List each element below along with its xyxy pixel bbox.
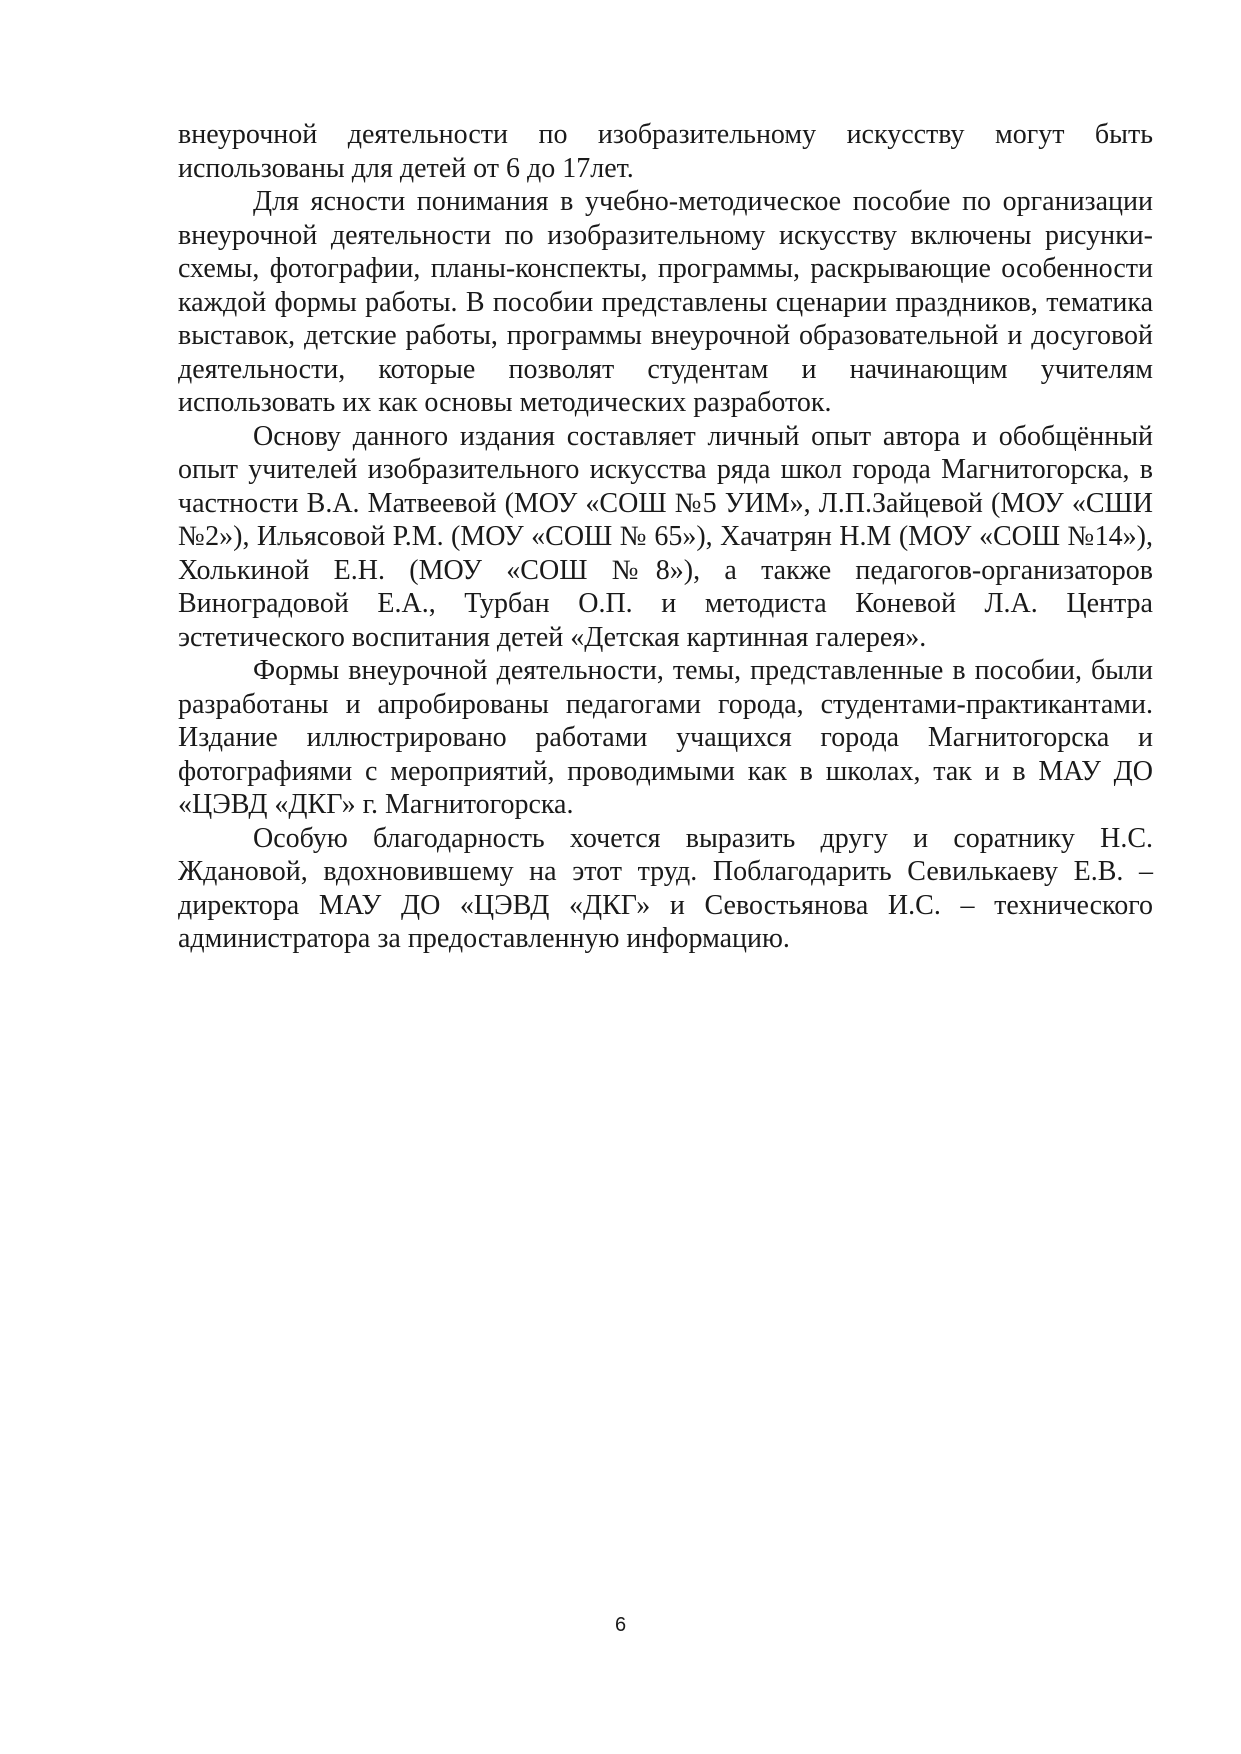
paragraph-clarity: Для ясности понимания в учебно-методическое пособие по организации внеурочной деятельности по изобразительному искусству включены рисунки-схемы, фотографии, планы-конспекты, программы, раскрывающие особенности каждой формы работы. В пособии представлены сценарии праздников, тематика выставок, детские работы, программы внеурочной образовательной и досуговой деятельности, которые позволят студентам и начинающим учителям использовать их как основы методических разработок. <box>178 186 1153 418</box>
paragraph-forms: Формы внеурочной деятельности, темы, представленные в пособии, были разработаны и апробированы педагогами города, студентами-практикантами. Издание иллюстрировано работами учащихся города Магнитогорска и фотографиями с мероприятий, проводимыми как в школах, так и в МАУ ДО «ЦЭВД «ДКГ» г. Магнитогорска. <box>178 655 1153 820</box>
paragraph-gratitude: Особую благодарность хочется выразить другу и соратнику Н.С. Ждановой, вдохновившему на этот труд. Поблагодарить Севилькаеву Е.В. – директора МАУ ДО «ЦЭВД «ДКГ» и Севостьянова И.С. – технического администратора за предоставленную информацию. <box>178 822 1153 954</box>
body-text <box>178 118 1153 956</box>
page-number: 6 <box>614 1614 627 1636</box>
paragraph-continuation: внеурочной деятельности по изобразительному искусству могут быть использованы для детей от 6 до 17лет. <box>178 119 1153 184</box>
paragraph-basis: Основу данного издания составляет личный опыт автора и обобщённый опыт учителей изобразительного искусства ряда школ города Магнитогорска, в частности В.А. Матвеевой (МОУ «СОШ №5 УИМ», Л.П.Зайцевой (МОУ «СШИ №2»), Ильясовой Р.М. (МОУ «СОШ № 65»), Хачатрян Н.М (МОУ «СОШ №14»), Холькиной Е.Н. (МОУ «СОШ №8»), а также педагогов-организаторов Виноградовой Е.А., Турбан О.П. и методиста Коневой Л.А. Центра эстетического воспитания детей «Детская картинная галерея». <box>178 420 1153 653</box>
